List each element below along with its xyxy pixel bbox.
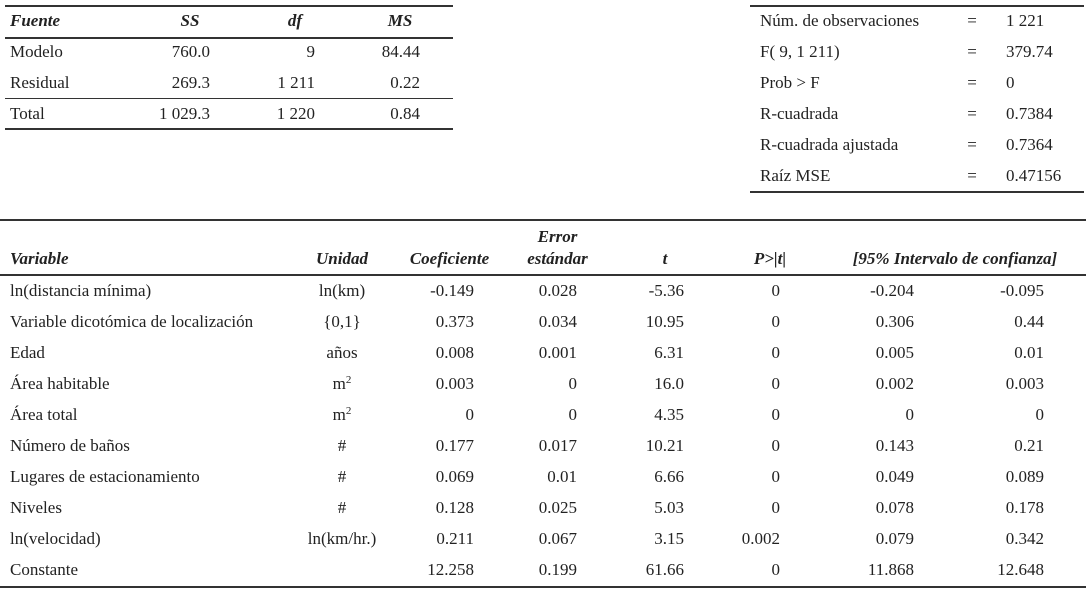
unit-exponent: 2 — [345, 374, 352, 386]
ci-lower: 0.005 — [875, 343, 914, 362]
stat-label: Raíz MSE — [760, 166, 831, 185]
stat-value: 0 — [1006, 73, 1015, 92]
t-statistic: 4.35 — [654, 405, 684, 424]
t-statistic: 10.95 — [645, 312, 684, 331]
ci-lower: -0.204 — [870, 281, 914, 300]
stats-top-rule — [750, 5, 1084, 7]
t-statistic: 10.21 — [645, 436, 684, 455]
variable-name: Número de baños — [10, 436, 130, 455]
ci-upper: 0.01 — [1014, 343, 1044, 362]
column-header-error-estandar: estándar — [527, 249, 588, 268]
variable-name: Constante — [10, 560, 78, 579]
ci-upper: 0.178 — [1005, 498, 1044, 517]
coefficient: 0.008 — [435, 343, 474, 362]
stat-label: Prob > F — [760, 73, 820, 92]
coefficient: 0 — [465, 405, 474, 424]
anova-cell: 9 — [306, 42, 315, 61]
column-header-unidad: Unidad — [316, 249, 368, 268]
p-value: 0 — [771, 467, 780, 486]
variable-name: Variable dicotómica de localización — [10, 312, 254, 331]
unit-exponent: 2 — [345, 405, 352, 417]
column-header-coeficiente: Coeficiente — [409, 249, 490, 268]
p-value: 0 — [771, 560, 780, 579]
stat-value: 379.74 — [1006, 42, 1053, 61]
anova-bottom-rule — [5, 128, 453, 130]
unit-text: m — [332, 374, 346, 393]
anova-header-1: SS — [180, 11, 200, 30]
variable-name: Lugares de estacionamiento — [10, 467, 200, 486]
standard-error: 0.025 — [538, 498, 577, 517]
ci-lower: 11.868 — [867, 560, 914, 579]
p-value: 0 — [771, 436, 780, 455]
p-value: 0 — [771, 498, 780, 517]
coefficient: 0.177 — [435, 436, 474, 455]
t-statistic: 6.66 — [654, 467, 684, 486]
anova-header-3: MS — [387, 11, 413, 30]
anova-cell: 0.84 — [390, 104, 420, 123]
unit-text: # — [337, 436, 347, 455]
regression-header-rule — [0, 274, 1086, 276]
column-header-ci: [95% Intervalo de confianza] — [852, 249, 1058, 268]
p-value: 0.002 — [741, 529, 780, 548]
ci-upper: 12.648 — [997, 560, 1044, 579]
coefficient: 0.128 — [435, 498, 474, 517]
p-value: 0 — [771, 343, 780, 362]
ci-upper: 0.089 — [1005, 467, 1044, 486]
ci-upper: 0.21 — [1014, 436, 1044, 455]
unit-text: años — [326, 343, 358, 362]
variable-name: ln(velocidad) — [10, 529, 101, 548]
anova-cell: 0.22 — [390, 73, 420, 92]
standard-error: 0.067 — [538, 529, 577, 548]
stat-value: 0.7384 — [1006, 104, 1053, 123]
ci-upper: 0.003 — [1005, 374, 1044, 393]
regression-bottom-rule — [0, 586, 1086, 588]
unit-text: ln(km) — [318, 281, 366, 300]
variable-name: Área total — [10, 405, 78, 424]
standard-error: 0 — [568, 405, 577, 424]
coefficient: 0.211 — [436, 529, 474, 548]
ci-upper: 0.44 — [1014, 312, 1044, 331]
column-header-t: t — [662, 249, 668, 268]
ci-lower: 0 — [905, 405, 914, 424]
anova-cell: 1 029.3 — [159, 104, 210, 123]
ci-lower: 0.306 — [875, 312, 914, 331]
p-value: 0 — [771, 312, 780, 331]
column-header-p: P>|t| — [753, 249, 787, 268]
unit-text: # — [337, 498, 347, 517]
column-header-error: Error — [537, 227, 578, 246]
anova-total-rule — [5, 98, 453, 99]
variable-name: Edad — [10, 343, 45, 362]
anova-cell: 84.44 — [381, 42, 420, 61]
standard-error: 0.001 — [538, 343, 577, 362]
stat-value: 1 221 — [1006, 11, 1045, 30]
unit-text: ln(km/hr.) — [307, 529, 377, 548]
anova-header-0: Fuente — [10, 11, 61, 30]
anova-cell: 760.0 — [171, 42, 210, 61]
ci-lower: 0.078 — [875, 498, 914, 517]
stat-label: R-cuadrada — [760, 104, 839, 123]
ci-lower: 0.079 — [875, 529, 914, 548]
unit-text: m — [332, 405, 346, 424]
anova-top-rule — [5, 5, 453, 7]
unit-text: # — [337, 467, 347, 486]
unit-text: {0,1} — [323, 312, 361, 331]
ci-lower: 0.002 — [875, 374, 914, 393]
variable-name: Niveles — [10, 498, 62, 517]
coefficient: 12.258 — [427, 560, 474, 579]
standard-error: 0.01 — [547, 467, 577, 486]
t-statistic: 3.15 — [654, 529, 684, 548]
coefficient: 0.069 — [435, 467, 474, 486]
anova-cell: 1 220 — [276, 104, 315, 123]
coefficient: -0.149 — [430, 281, 474, 300]
anova-row-label: Modelo — [10, 42, 63, 61]
p-value: 0 — [771, 374, 780, 393]
variable-name: Área habitable — [10, 374, 110, 393]
stat-value: 0.7364 — [1006, 135, 1053, 154]
anova-header-2: df — [287, 11, 303, 30]
variable-name: ln(distancia mínima) — [10, 281, 152, 300]
stat-label: Núm. de observaciones — [760, 11, 920, 30]
t-statistic: 6.31 — [654, 343, 684, 362]
t-statistic: 16.0 — [654, 374, 684, 393]
stat-value: 0.47156 — [1006, 166, 1062, 185]
ci-lower: 0.143 — [875, 436, 914, 455]
standard-error: 0.028 — [538, 281, 577, 300]
standard-error: 0.017 — [538, 436, 577, 455]
standard-error: 0.034 — [538, 312, 577, 331]
ci-upper: 0 — [1035, 405, 1044, 424]
ci-lower: 0.049 — [875, 467, 914, 486]
regression-top-rule — [0, 219, 1086, 221]
stat-equals: = — [967, 42, 977, 61]
anova-header-rule — [5, 37, 453, 39]
anova-cell: 269.3 — [171, 73, 210, 92]
t-statistic: 5.03 — [654, 498, 684, 517]
anova-cell: 1 211 — [277, 73, 315, 92]
t-statistic: 61.66 — [645, 560, 684, 579]
standard-error: 0 — [568, 374, 577, 393]
stat-label: R-cuadrada ajustada — [760, 135, 899, 154]
coefficient: 0.003 — [435, 374, 474, 393]
stat-equals: = — [967, 11, 977, 30]
column-header-variable: Variable — [10, 249, 69, 268]
anova-row-label: Residual — [10, 73, 70, 92]
ci-upper: 0.342 — [1005, 529, 1044, 548]
stats-bottom-rule — [750, 191, 1084, 193]
p-value: 0 — [771, 281, 780, 300]
coefficient: 0.373 — [435, 312, 474, 331]
anova-row-label: Total — [10, 104, 45, 123]
stat-label: F( 9, 1 211) — [760, 42, 840, 61]
p-value: 0 — [771, 405, 780, 424]
stat-equals: = — [967, 166, 977, 185]
t-statistic: -5.36 — [648, 281, 684, 300]
stat-equals: = — [967, 135, 977, 154]
stat-equals: = — [967, 104, 977, 123]
stat-equals: = — [967, 73, 977, 92]
ci-upper: -0.095 — [1000, 281, 1044, 300]
standard-error: 0.199 — [538, 560, 577, 579]
